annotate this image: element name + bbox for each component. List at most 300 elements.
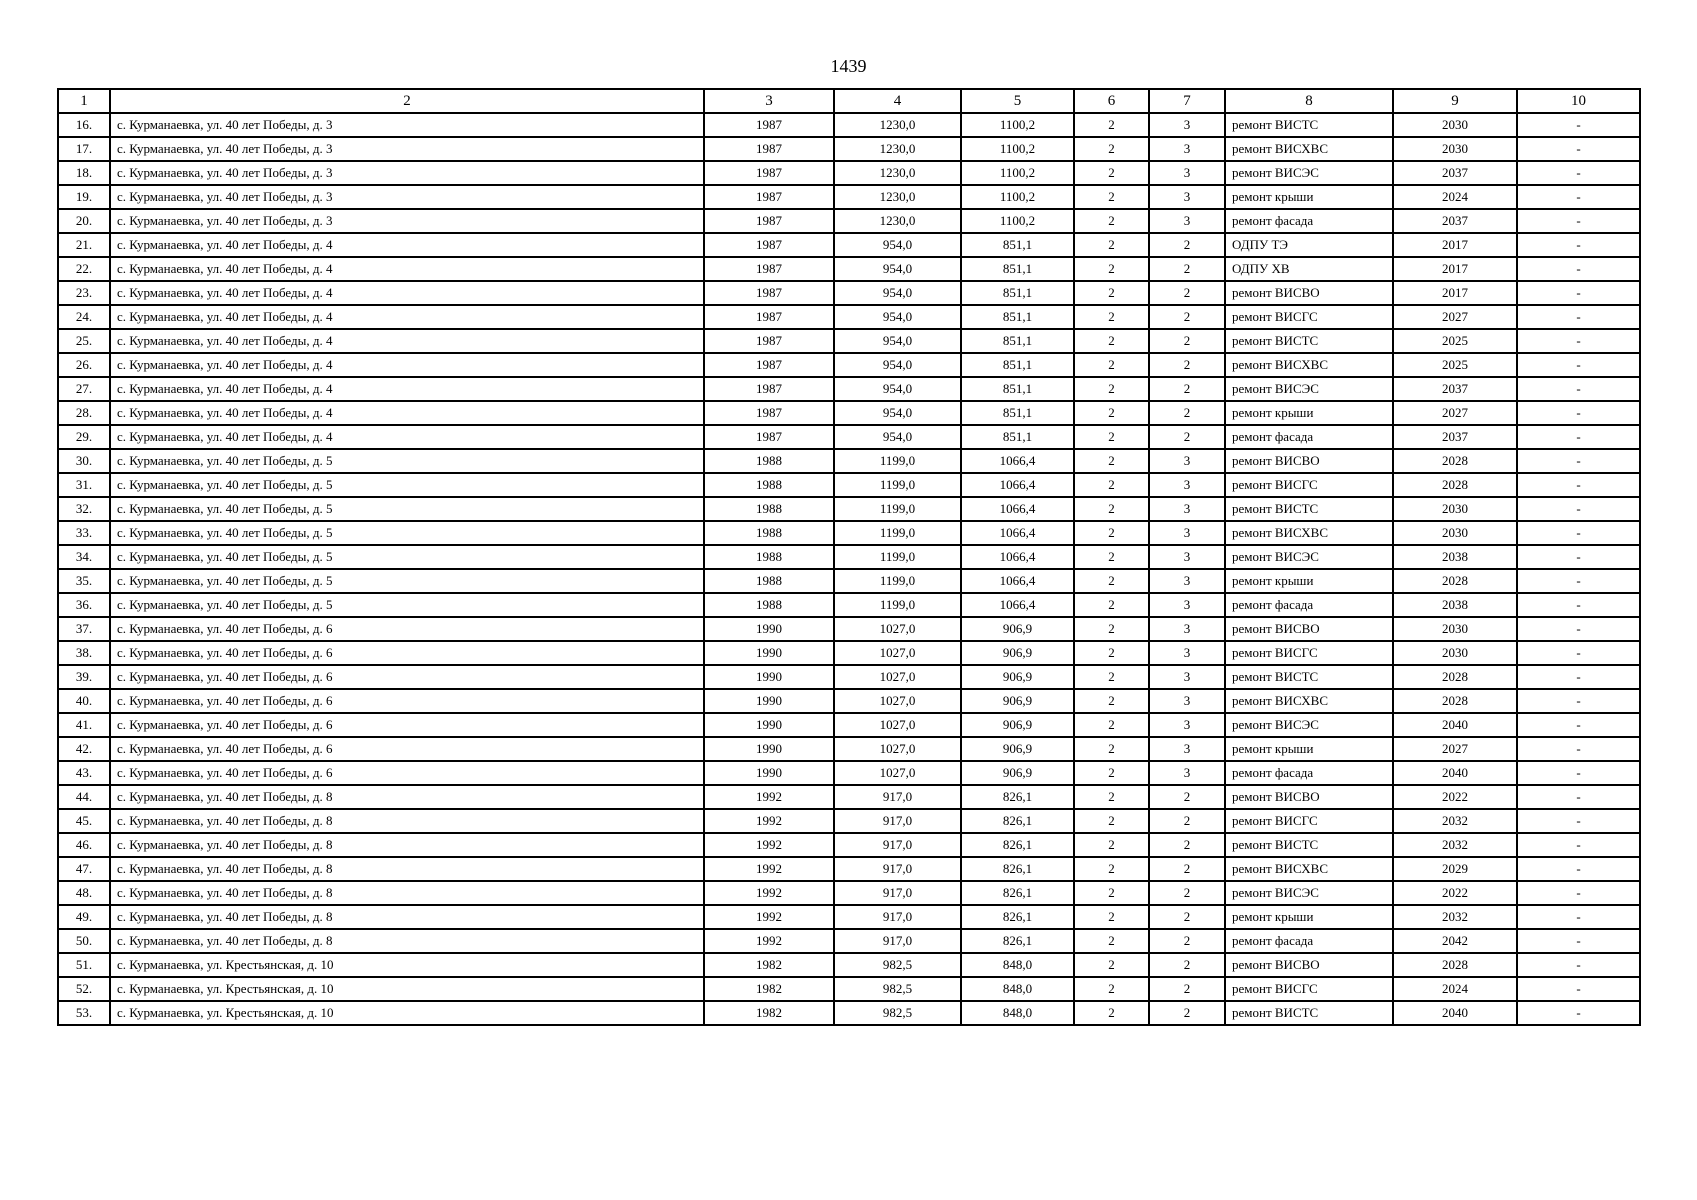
table-cell-col-4: 1027,0 [834, 617, 961, 641]
table-cell-col-6: 2 [1074, 641, 1149, 665]
table-row [58, 689, 1640, 713]
table-cell-col-9: 2030 [1393, 641, 1517, 665]
table-cell-col-1: 33. [58, 521, 110, 545]
table-cell-col-10: - [1517, 953, 1640, 977]
table-cell-col-4: 917,0 [834, 929, 961, 953]
table-cell-col-9: 2037 [1393, 161, 1517, 185]
table-cell-col-8: ремонт ВИСТС [1225, 329, 1393, 353]
table-row [58, 593, 1640, 617]
table-cell-col-6: 2 [1074, 617, 1149, 641]
table-row [58, 473, 1640, 497]
column-header-6: 6 [1074, 89, 1149, 113]
table-cell-col-4: 1199,0 [834, 497, 961, 521]
table-cell-col-7: 3 [1149, 161, 1225, 185]
table-cell-col-9: 2030 [1393, 521, 1517, 545]
table-cell-col-8: ремонт ВИСЭС [1225, 881, 1393, 905]
table-cell-col-10: - [1517, 641, 1640, 665]
table-cell-col-2: с. Курманаевка, ул. 40 лет Победы, д. 4 [110, 305, 704, 329]
table-cell-col-9: 2030 [1393, 617, 1517, 641]
table-cell-col-8: ремонт ВИСВО [1225, 449, 1393, 473]
table-cell-col-5: 826,1 [961, 905, 1074, 929]
table-cell-col-10: - [1517, 233, 1640, 257]
table-cell-col-5: 826,1 [961, 881, 1074, 905]
table-cell-col-10: - [1517, 497, 1640, 521]
table-cell-col-7: 2 [1149, 833, 1225, 857]
table-cell-col-9: 2037 [1393, 425, 1517, 449]
table-cell-col-10: - [1517, 593, 1640, 617]
table-cell-col-9: 2028 [1393, 569, 1517, 593]
table-cell-col-2: с. Курманаевка, ул. 40 лет Победы, д. 5 [110, 473, 704, 497]
table-row [58, 545, 1640, 569]
table-cell-col-9: 2037 [1393, 377, 1517, 401]
table-cell-col-9: 2027 [1393, 305, 1517, 329]
table-cell-col-7: 2 [1149, 305, 1225, 329]
table-cell-col-3: 1992 [704, 881, 834, 905]
table-cell-col-4: 1230,0 [834, 137, 961, 161]
table-cell-col-6: 2 [1074, 185, 1149, 209]
table-cell-col-10: - [1517, 737, 1640, 761]
table-cell-col-7: 3 [1149, 209, 1225, 233]
table-cell-col-2: с. Курманаевка, ул. 40 лет Победы, д. 4 [110, 377, 704, 401]
table-cell-col-5: 1066,4 [961, 569, 1074, 593]
table-cell-col-7: 2 [1149, 809, 1225, 833]
table-cell-col-3: 1987 [704, 401, 834, 425]
table-cell-col-4: 917,0 [834, 905, 961, 929]
table-cell-col-5: 1066,4 [961, 521, 1074, 545]
table-row [58, 113, 1640, 137]
table-cell-col-4: 982,5 [834, 977, 961, 1001]
table-cell-col-7: 3 [1149, 593, 1225, 617]
table-cell-col-7: 2 [1149, 977, 1225, 1001]
table-cell-col-10: - [1517, 113, 1640, 137]
table-cell-col-6: 2 [1074, 329, 1149, 353]
table-row [58, 1001, 1640, 1025]
table-cell-col-1: 40. [58, 689, 110, 713]
table-cell-col-7: 3 [1149, 689, 1225, 713]
table-cell-col-6: 2 [1074, 593, 1149, 617]
table-cell-col-1: 21. [58, 233, 110, 257]
table-cell-col-2: с. Курманаевка, ул. 40 лет Победы, д. 5 [110, 449, 704, 473]
table-cell-col-3: 1987 [704, 137, 834, 161]
table-cell-col-6: 2 [1074, 785, 1149, 809]
table-cell-col-7: 3 [1149, 713, 1225, 737]
table-cell-col-7: 3 [1149, 185, 1225, 209]
table-cell-col-10: - [1517, 665, 1640, 689]
table-cell-col-2: с. Курманаевка, ул. 40 лет Победы, д. 4 [110, 401, 704, 425]
table-cell-col-7: 2 [1149, 425, 1225, 449]
table-cell-col-9: 2028 [1393, 665, 1517, 689]
table-cell-col-10: - [1517, 521, 1640, 545]
table-cell-col-3: 1982 [704, 977, 834, 1001]
table-cell-col-2: с. Курманаевка, ул. 40 лет Победы, д. 4 [110, 353, 704, 377]
table-cell-col-1: 18. [58, 161, 110, 185]
table-cell-col-9: 2017 [1393, 233, 1517, 257]
table-cell-col-10: - [1517, 545, 1640, 569]
table-cell-col-8: ремонт крыши [1225, 401, 1393, 425]
table-cell-col-2: с. Курманаевка, ул. 40 лет Победы, д. 8 [110, 905, 704, 929]
table-row [58, 401, 1640, 425]
table-cell-col-6: 2 [1074, 425, 1149, 449]
table-row [58, 881, 1640, 905]
table-cell-col-1: 39. [58, 665, 110, 689]
table-cell-col-3: 1987 [704, 161, 834, 185]
table-cell-col-8: ремонт фасада [1225, 209, 1393, 233]
table-cell-col-4: 917,0 [834, 809, 961, 833]
table-row [58, 137, 1640, 161]
table-cell-col-4: 1199,0 [834, 593, 961, 617]
table-cell-col-9: 2025 [1393, 329, 1517, 353]
table-cell-col-5: 1066,4 [961, 545, 1074, 569]
table-row [58, 761, 1640, 785]
table-cell-col-1: 46. [58, 833, 110, 857]
table-cell-col-9: 2032 [1393, 905, 1517, 929]
table-cell-col-7: 2 [1149, 401, 1225, 425]
table-row [58, 953, 1640, 977]
table-cell-col-5: 851,1 [961, 305, 1074, 329]
table-cell-col-9: 2027 [1393, 401, 1517, 425]
table-cell-col-7: 2 [1149, 1001, 1225, 1025]
table-cell-col-7: 2 [1149, 281, 1225, 305]
table-cell-col-10: - [1517, 137, 1640, 161]
table-cell-col-2: с. Курманаевка, ул. Крестьянская, д. 10 [110, 953, 704, 977]
table-cell-col-4: 917,0 [834, 881, 961, 905]
table-cell-col-5: 848,0 [961, 953, 1074, 977]
table-cell-col-7: 3 [1149, 641, 1225, 665]
table-cell-col-8: ремонт ВИСГС [1225, 473, 1393, 497]
table-row [58, 329, 1640, 353]
table-cell-col-1: 53. [58, 1001, 110, 1025]
table-cell-col-5: 826,1 [961, 833, 1074, 857]
table-cell-col-7: 3 [1149, 665, 1225, 689]
table-cell-col-9: 2040 [1393, 1001, 1517, 1025]
table-cell-col-9: 2028 [1393, 473, 1517, 497]
table-cell-col-1: 42. [58, 737, 110, 761]
table-cell-col-3: 1992 [704, 785, 834, 809]
table-cell-col-4: 1230,0 [834, 209, 961, 233]
table-cell-col-5: 851,1 [961, 353, 1074, 377]
table-row [58, 449, 1640, 473]
table-cell-col-8: ремонт ВИСВО [1225, 785, 1393, 809]
table-cell-col-6: 2 [1074, 353, 1149, 377]
table-cell-col-3: 1990 [704, 761, 834, 785]
table-cell-col-10: - [1517, 1001, 1640, 1025]
table-cell-col-5: 1100,2 [961, 137, 1074, 161]
column-header-10: 10 [1517, 89, 1640, 113]
table-cell-col-9: 2027 [1393, 737, 1517, 761]
table-row [58, 785, 1640, 809]
table-cell-col-1: 27. [58, 377, 110, 401]
table-cell-col-7: 2 [1149, 233, 1225, 257]
table-cell-col-2: с. Курманаевка, ул. Крестьянская, д. 10 [110, 1001, 704, 1025]
table-row [58, 497, 1640, 521]
table-cell-col-2: с. Курманаевка, ул. 40 лет Победы, д. 5 [110, 497, 704, 521]
table-cell-col-5: 848,0 [961, 977, 1074, 1001]
table-row [58, 569, 1640, 593]
table-cell-col-4: 954,0 [834, 425, 961, 449]
table-cell-col-4: 1027,0 [834, 689, 961, 713]
table-cell-col-5: 851,1 [961, 377, 1074, 401]
table-cell-col-8: ремонт крыши [1225, 185, 1393, 209]
table-cell-col-10: - [1517, 905, 1640, 929]
table-cell-col-4: 982,5 [834, 953, 961, 977]
table-row [58, 713, 1640, 737]
table-cell-col-4: 1027,0 [834, 713, 961, 737]
table-cell-col-6: 2 [1074, 209, 1149, 233]
table-cell-col-3: 1982 [704, 1001, 834, 1025]
table-cell-col-3: 1988 [704, 593, 834, 617]
table-cell-col-5: 1100,2 [961, 161, 1074, 185]
table-cell-col-4: 917,0 [834, 857, 961, 881]
table-cell-col-9: 2042 [1393, 929, 1517, 953]
table-cell-col-3: 1992 [704, 857, 834, 881]
table-cell-col-6: 2 [1074, 281, 1149, 305]
table-cell-col-3: 1990 [704, 689, 834, 713]
table-cell-col-3: 1982 [704, 953, 834, 977]
table-cell-col-6: 2 [1074, 881, 1149, 905]
table-cell-col-2: с. Курманаевка, ул. 40 лет Победы, д. 5 [110, 593, 704, 617]
table-cell-col-1: 43. [58, 761, 110, 785]
table-cell-col-3: 1987 [704, 281, 834, 305]
table-row [58, 977, 1640, 1001]
table-row [58, 665, 1640, 689]
table-cell-col-6: 2 [1074, 545, 1149, 569]
table-cell-col-3: 1992 [704, 929, 834, 953]
table-cell-col-5: 906,9 [961, 737, 1074, 761]
table-cell-col-10: - [1517, 569, 1640, 593]
table-cell-col-3: 1988 [704, 545, 834, 569]
table-cell-col-9: 2030 [1393, 137, 1517, 161]
column-header-7: 7 [1149, 89, 1225, 113]
table-cell-col-9: 2028 [1393, 689, 1517, 713]
table-cell-col-8: ремонт ВИСВО [1225, 953, 1393, 977]
table-cell-col-10: - [1517, 929, 1640, 953]
table-cell-col-10: - [1517, 209, 1640, 233]
table-cell-col-8: ОДПУ ТЭ [1225, 233, 1393, 257]
column-header-3: 3 [704, 89, 834, 113]
table-cell-col-2: с. Курманаевка, ул. 40 лет Победы, д. 4 [110, 425, 704, 449]
table-cell-col-8: ремонт ВИСВО [1225, 617, 1393, 641]
table-cell-col-4: 954,0 [834, 305, 961, 329]
table-cell-col-3: 1988 [704, 473, 834, 497]
table-cell-col-8: ремонт ВИСЭС [1225, 161, 1393, 185]
table-cell-col-6: 2 [1074, 761, 1149, 785]
table-cell-col-4: 1199,0 [834, 569, 961, 593]
table-cell-col-10: - [1517, 857, 1640, 881]
column-header-9: 9 [1393, 89, 1517, 113]
table-row [58, 161, 1640, 185]
table-cell-col-1: 31. [58, 473, 110, 497]
table-cell-col-6: 2 [1074, 689, 1149, 713]
table-cell-col-2: с. Курманаевка, ул. 40 лет Победы, д. 8 [110, 881, 704, 905]
table-cell-col-3: 1987 [704, 257, 834, 281]
table-cell-col-3: 1988 [704, 497, 834, 521]
table-cell-col-9: 2022 [1393, 881, 1517, 905]
table-cell-col-5: 1100,2 [961, 113, 1074, 137]
table-cell-col-10: - [1517, 305, 1640, 329]
table-cell-col-8: ремонт ВИСХВС [1225, 353, 1393, 377]
table-cell-col-8: ремонт ВИСГС [1225, 641, 1393, 665]
table-cell-col-9: 2028 [1393, 953, 1517, 977]
table-cell-col-2: с. Курманаевка, ул. 40 лет Победы, д. 6 [110, 761, 704, 785]
table-cell-col-7: 3 [1149, 449, 1225, 473]
table-cell-col-10: - [1517, 977, 1640, 1001]
table-cell-col-2: с. Курманаевка, ул. 40 лет Победы, д. 3 [110, 113, 704, 137]
table-cell-col-5: 826,1 [961, 857, 1074, 881]
table-cell-col-8: ремонт ВИСВО [1225, 281, 1393, 305]
table-cell-col-6: 2 [1074, 257, 1149, 281]
table-cell-col-4: 1027,0 [834, 665, 961, 689]
table-cell-col-3: 1987 [704, 233, 834, 257]
table-cell-col-8: ремонт ВИСГС [1225, 809, 1393, 833]
table-cell-col-2: с. Курманаевка, ул. 40 лет Победы, д. 6 [110, 641, 704, 665]
table-cell-col-7: 3 [1149, 737, 1225, 761]
table-cell-col-4: 1230,0 [834, 185, 961, 209]
table-cell-col-5: 851,1 [961, 281, 1074, 305]
table-cell-col-5: 906,9 [961, 665, 1074, 689]
table-cell-col-3: 1992 [704, 905, 834, 929]
table-cell-col-3: 1990 [704, 641, 834, 665]
table-cell-col-10: - [1517, 881, 1640, 905]
table-body [58, 113, 1640, 1025]
table-cell-col-4: 917,0 [834, 833, 961, 857]
table-row [58, 857, 1640, 881]
table-row [58, 737, 1640, 761]
table-cell-col-7: 3 [1149, 569, 1225, 593]
table-cell-col-5: 826,1 [961, 929, 1074, 953]
table-cell-col-2: с. Курманаевка, ул. 40 лет Победы, д. 5 [110, 569, 704, 593]
table-cell-col-1: 20. [58, 209, 110, 233]
data-table [57, 88, 1641, 1026]
table-cell-col-2: с. Курманаевка, ул. 40 лет Победы, д. 3 [110, 185, 704, 209]
table-cell-col-8: ремонт ВИСЭС [1225, 545, 1393, 569]
table-cell-col-7: 2 [1149, 353, 1225, 377]
table-cell-col-7: 2 [1149, 857, 1225, 881]
table-cell-col-2: с. Курманаевка, ул. 40 лет Победы, д. 4 [110, 257, 704, 281]
table-cell-col-8: ремонт ВИСХВС [1225, 689, 1393, 713]
table-cell-col-7: 2 [1149, 377, 1225, 401]
table-cell-col-4: 982,5 [834, 1001, 961, 1025]
table-row [58, 809, 1640, 833]
table-cell-col-6: 2 [1074, 401, 1149, 425]
table-cell-col-1: 44. [58, 785, 110, 809]
table-cell-col-4: 954,0 [834, 281, 961, 305]
table-cell-col-6: 2 [1074, 449, 1149, 473]
table-cell-col-5: 1100,2 [961, 209, 1074, 233]
table-cell-col-5: 848,0 [961, 1001, 1074, 1025]
table-cell-col-2: с. Курманаевка, ул. 40 лет Победы, д. 3 [110, 137, 704, 161]
table-cell-col-7: 3 [1149, 521, 1225, 545]
table-cell-col-3: 1987 [704, 185, 834, 209]
table-row [58, 377, 1640, 401]
table-cell-col-1: 51. [58, 953, 110, 977]
table-cell-col-6: 2 [1074, 929, 1149, 953]
table-cell-col-8: ремонт фасада [1225, 593, 1393, 617]
table-cell-col-10: - [1517, 449, 1640, 473]
table-cell-col-1: 35. [58, 569, 110, 593]
table-cell-col-4: 954,0 [834, 377, 961, 401]
table-cell-col-1: 34. [58, 545, 110, 569]
table-cell-col-4: 1230,0 [834, 161, 961, 185]
table-cell-col-7: 3 [1149, 473, 1225, 497]
table-cell-col-9: 2025 [1393, 353, 1517, 377]
table-cell-col-1: 22. [58, 257, 110, 281]
table-cell-col-9: 2038 [1393, 593, 1517, 617]
table-row [58, 521, 1640, 545]
table-cell-col-6: 2 [1074, 377, 1149, 401]
table-cell-col-5: 851,1 [961, 425, 1074, 449]
table-cell-col-6: 2 [1074, 857, 1149, 881]
table-cell-col-5: 906,9 [961, 617, 1074, 641]
table-cell-col-7: 3 [1149, 497, 1225, 521]
table-cell-col-10: - [1517, 833, 1640, 857]
table-cell-col-7: 2 [1149, 905, 1225, 929]
table-cell-col-3: 1987 [704, 113, 834, 137]
table-cell-col-6: 2 [1074, 521, 1149, 545]
table-cell-col-1: 45. [58, 809, 110, 833]
table-cell-col-8: ремонт ВИСТС [1225, 665, 1393, 689]
column-header-2: 2 [110, 89, 704, 113]
table-cell-col-2: с. Курманаевка, ул. 40 лет Победы, д. 5 [110, 545, 704, 569]
table-cell-col-8: ремонт ВИСТС [1225, 833, 1393, 857]
table-cell-col-4: 1199,0 [834, 449, 961, 473]
page-number: 1439 [830, 56, 867, 76]
table-cell-col-1: 28. [58, 401, 110, 425]
table-cell-col-8: ремонт ВИСЭС [1225, 377, 1393, 401]
table-cell-col-4: 1027,0 [834, 737, 961, 761]
table-cell-col-5: 1066,4 [961, 593, 1074, 617]
table-cell-col-9: 2038 [1393, 545, 1517, 569]
table-cell-col-5: 851,1 [961, 233, 1074, 257]
table-cell-col-6: 2 [1074, 953, 1149, 977]
table-cell-col-2: с. Курманаевка, ул. 40 лет Победы, д. 6 [110, 737, 704, 761]
table-cell-col-4: 954,0 [834, 257, 961, 281]
table-row [58, 233, 1640, 257]
table-cell-col-9: 2030 [1393, 113, 1517, 137]
table-row [58, 281, 1640, 305]
table-cell-col-6: 2 [1074, 1001, 1149, 1025]
table-cell-col-9: 2030 [1393, 497, 1517, 521]
table-cell-col-1: 24. [58, 305, 110, 329]
table-cell-col-7: 3 [1149, 761, 1225, 785]
table-cell-col-1: 37. [58, 617, 110, 641]
table-cell-col-8: ремонт фасада [1225, 929, 1393, 953]
table-cell-col-2: с. Курманаевка, ул. 40 лет Победы, д. 6 [110, 713, 704, 737]
table-cell-col-8: ремонт ВИСХВС [1225, 857, 1393, 881]
table-cell-col-8: ремонт крыши [1225, 569, 1393, 593]
table-cell-col-6: 2 [1074, 833, 1149, 857]
table-cell-col-6: 2 [1074, 977, 1149, 1001]
table-cell-col-3: 1988 [704, 449, 834, 473]
table-cell-col-2: с. Курманаевка, ул. 40 лет Победы, д. 3 [110, 161, 704, 185]
column-header-4: 4 [834, 89, 961, 113]
table-cell-col-7: 2 [1149, 257, 1225, 281]
table-cell-col-3: 1990 [704, 737, 834, 761]
table-cell-col-5: 906,9 [961, 713, 1074, 737]
table-cell-col-6: 2 [1074, 473, 1149, 497]
table-cell-col-1: 32. [58, 497, 110, 521]
table-cell-col-5: 851,1 [961, 329, 1074, 353]
table-row [58, 257, 1640, 281]
table-cell-col-10: - [1517, 809, 1640, 833]
table-cell-col-2: с. Курманаевка, ул. 40 лет Победы, д. 3 [110, 209, 704, 233]
table-cell-col-2: с. Курманаевка, ул. 40 лет Победы, д. 8 [110, 785, 704, 809]
table-cell-col-1: 26. [58, 353, 110, 377]
table-cell-col-1: 52. [58, 977, 110, 1001]
table-cell-col-9: 2022 [1393, 785, 1517, 809]
table-cell-col-8: ремонт крыши [1225, 737, 1393, 761]
table-cell-col-9: 2028 [1393, 449, 1517, 473]
table-cell-col-10: - [1517, 473, 1640, 497]
